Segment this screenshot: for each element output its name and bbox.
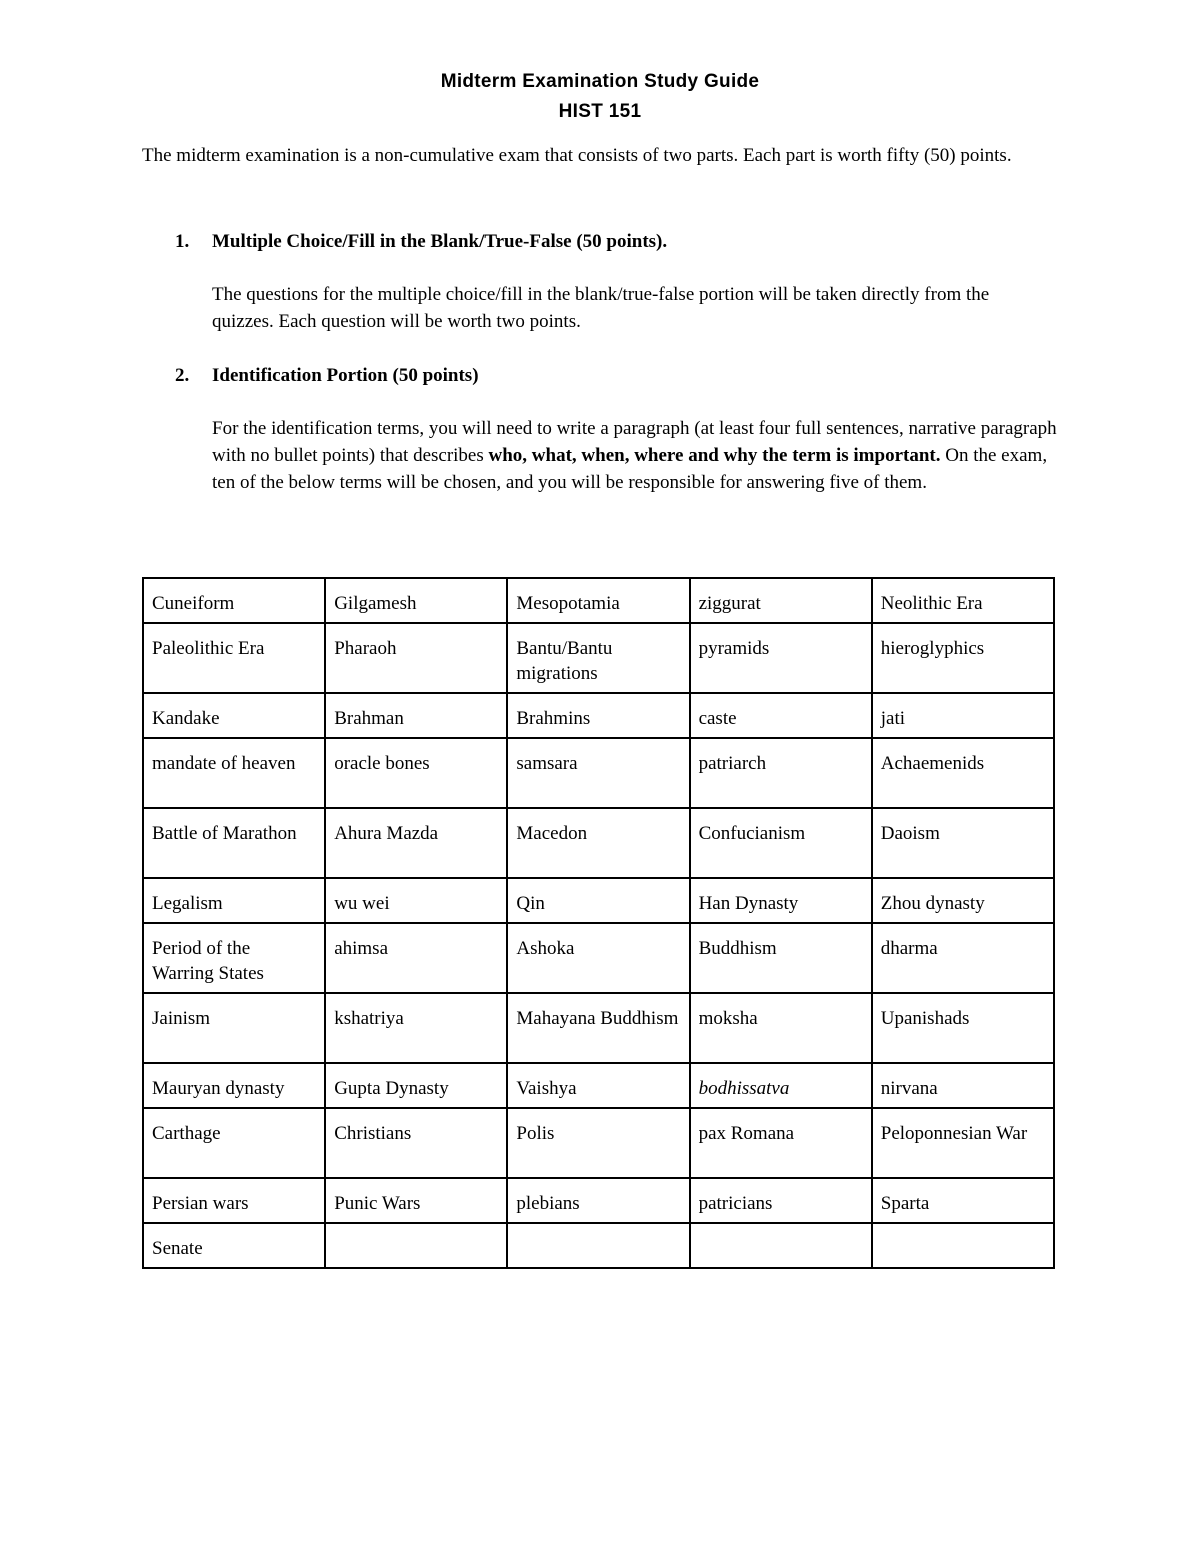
table-row	[143, 1178, 1054, 1223]
term-cell: Persian wars	[143, 1178, 325, 1223]
term-cell: Battle of Marathon	[143, 808, 325, 878]
term-cell: Han Dynasty	[690, 878, 872, 923]
term-cell: Pharaoh	[325, 623, 507, 693]
term-cell: Bantu/Bantu migrations	[507, 623, 689, 693]
term-cell: Peloponnesian War	[872, 1108, 1054, 1178]
term-cell: Christians	[325, 1108, 507, 1178]
table-row	[143, 1063, 1054, 1108]
terms-table	[142, 577, 1055, 1269]
term-cell: pyramids	[690, 623, 872, 693]
term-cell: Kandake	[143, 693, 325, 738]
table-row	[143, 878, 1054, 923]
term-cell: caste	[690, 693, 872, 738]
term-cell: Daoism	[872, 808, 1054, 878]
term-cell: dharma	[872, 923, 1054, 993]
term-cell: Paleolithic Era	[143, 623, 325, 693]
term-cell: Mauryan dynasty	[143, 1063, 325, 1108]
term-cell: hieroglyphics	[872, 623, 1054, 693]
term-cell: samsara	[507, 738, 689, 808]
term-cell: ziggurat	[690, 578, 872, 623]
term-cell: Gupta Dynasty	[325, 1063, 507, 1108]
term-cell: Brahman	[325, 693, 507, 738]
term-cell: Ahura Mazda	[325, 808, 507, 878]
table-row	[143, 993, 1054, 1063]
term-cell: Jainism	[143, 993, 325, 1063]
section-1-body: The questions for the multiple choice/fill in the blank/true-false portion will be taken directly from the quizzes. Each question will be worth two points.	[212, 284, 990, 332]
term-cell: plebians	[507, 1178, 689, 1223]
term-cell: Zhou dynasty	[872, 878, 1054, 923]
table-row	[143, 693, 1054, 738]
section-2-number: 2.	[175, 365, 190, 386]
section-2-title: Identification Portion (50 points)	[212, 365, 479, 386]
term-cell: Neolithic Era	[872, 578, 1054, 623]
term-cell: patricians	[690, 1178, 872, 1223]
term-cell: moksha	[690, 993, 872, 1063]
section-1-heading	[175, 228, 667, 255]
term-cell: Ashoka	[507, 923, 689, 993]
term-cell: bodhissatva	[690, 1063, 872, 1108]
term-cell: Carthage	[143, 1108, 325, 1178]
table-row	[143, 808, 1054, 878]
term-cell: wu wei	[325, 878, 507, 923]
intro-paragraph: The midterm examination is a non-cumulative exam that consists of two parts. Each part is worth fifty (50) points.	[142, 145, 1012, 166]
table-row	[143, 623, 1054, 693]
term-cell: Mesopotamia	[507, 578, 689, 623]
term-cell: oracle bones	[325, 738, 507, 808]
term-cell: jati	[872, 693, 1054, 738]
term-cell: Achaemenids	[872, 738, 1054, 808]
table-row	[143, 1223, 1054, 1268]
section-2-body-intro: For the identification terms, you will need to write a paragraph (at least four full sentences, narrative paragraph with no bullet points) that describes	[212, 418, 1057, 466]
term-cell: Mahayana Buddhism	[507, 993, 689, 1063]
term-cell: Qin	[507, 878, 689, 923]
term-cell: Brahmins	[507, 693, 689, 738]
table-row	[143, 738, 1054, 808]
term-cell: Sparta	[872, 1178, 1054, 1223]
document-title: Midterm Examination Study Guide	[440, 71, 760, 92]
term-cell: Vaishya	[507, 1063, 689, 1108]
term-cell: Legalism	[143, 878, 325, 923]
section-2-body	[212, 415, 1057, 496]
term-cell: kshatriya	[325, 993, 507, 1063]
course-code: HIST 151	[558, 101, 642, 122]
term-cell: mandate of heaven	[143, 738, 325, 808]
term-cell: Macedon	[507, 808, 689, 878]
term-cell: Upanishads	[872, 993, 1054, 1063]
section-1-title: Multiple Choice/Fill in the Blank/True-False (50 points).	[212, 231, 668, 252]
term-cell: pax Romana	[690, 1108, 872, 1178]
table-row	[143, 923, 1054, 993]
term-cell: nirvana	[872, 1063, 1054, 1108]
section-2-heading	[175, 362, 479, 389]
section-2-body-emphasis: who, what, when, where and why the term is important.	[488, 445, 941, 466]
term-cell: Confucianism	[690, 808, 872, 878]
term-cell: Gilgamesh	[325, 578, 507, 623]
section-2-body-rest: On the exam, ten of the below terms will be chosen, and you will be responsible for answering five of them.	[212, 445, 1048, 493]
term-cell: Period of the Warring States	[143, 923, 325, 993]
term-cell: Buddhism	[690, 923, 872, 993]
term-cell	[872, 1223, 1054, 1268]
term-cell	[690, 1223, 872, 1268]
term-cell: Polis	[507, 1108, 689, 1178]
term-cell: Cuneiform	[143, 578, 325, 623]
term-cell: Punic Wars	[325, 1178, 507, 1223]
section-1-number: 1.	[175, 231, 190, 252]
term-cell: ahimsa	[325, 923, 507, 993]
table-row	[143, 578, 1054, 623]
table-row	[143, 1108, 1054, 1178]
term-cell	[325, 1223, 507, 1268]
term-cell: Senate	[143, 1223, 325, 1268]
term-cell: patriarch	[690, 738, 872, 808]
term-cell	[507, 1223, 689, 1268]
